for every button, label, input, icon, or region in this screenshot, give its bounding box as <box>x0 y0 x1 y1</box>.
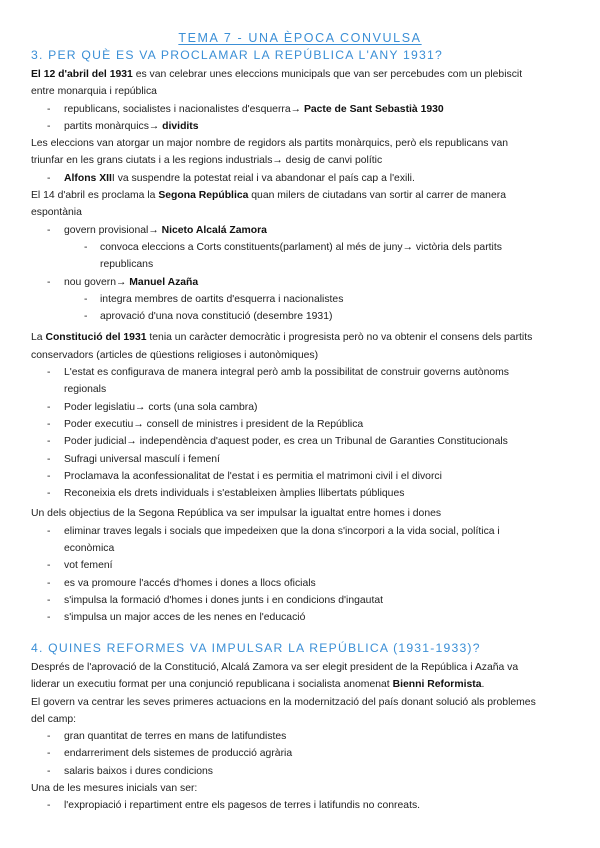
sub-list-item: - integra membres de oartits d'esquerra i nacionalistes <box>31 291 571 308</box>
list-item: - republicans, socialistes i nacionalistes d'esquerra→ Pacte de Sant Sebastià 1930 <box>31 101 571 118</box>
list-item: - s'impulsa la formació d'homes i dones junts i en condicions d'ingautat <box>31 592 571 609</box>
section-3-body <box>31 66 571 627</box>
list-item: - govern provisional→ Niceto Alcalá Zamora <box>31 222 571 239</box>
list-item: - Poder judicial→ independència d'aquest poder, es crea un Tribunal de Garanties Constitucionals <box>31 433 571 450</box>
list-item: - Reconeixia els drets individuals i s'estableixen àmplies llibertats públiques <box>31 485 571 502</box>
list-item: - gran quantitat de terres en mans de latifundistes <box>31 728 571 745</box>
list-item: - Sufragi universal masculí i femení <box>31 451 571 468</box>
document-title: TEMA 7 - UNA ÈPOCA CONVULSA <box>178 31 422 45</box>
equality-paragraph: Un dels objectius de la Segona República va ser impulsar la igualtat entre homes i dones <box>31 508 442 520</box>
list-item: - nou govern→ Manuel Azaña <box>31 274 571 291</box>
list-item: - L'estat es configurava de manera integral però amb la possibilitat de construir governs autònoms regionals <box>31 364 571 399</box>
measures-paragraph: Una de les mesures inicials van ser: <box>31 783 198 795</box>
list-item: - salaris baixos i dures condicions <box>31 763 571 780</box>
constitution-paragraph: La Constitució del 1931 tenia un caràcter democràtic i progresista però no va obtenir el consens dels partits conservadors (articles de qüestions religioses i autonòmiques) <box>31 332 533 361</box>
proclamation-paragraph: El 14 d'abril es proclama la Segona República quan milers de ciutadans van sortir al carrer de manera espontània <box>31 190 506 219</box>
list-item: - es va promoure l'accés d'homes i dones a llocs oficials <box>31 575 571 592</box>
list-item: - vot femení <box>31 557 571 574</box>
list-item: - eliminar traves legals i socials que impedeixen que la dona s'incorpori a la vida social, política i econòmica <box>31 523 571 558</box>
sub-list-item: - convoca eleccions a Corts constituents(parlament) al més de juny→ victòria dels partits republicans <box>31 239 571 274</box>
list-item: - partits monàrquics→ dividits <box>31 118 571 135</box>
government-paragraph: El govern va centrar les seves primeres actuacions en la modernització del país donant solució als problemes del camp: <box>31 696 536 725</box>
list-item: - Proclamava la aconfessionalitat de l'estat i es permitia el matrimoni civil i el divorci <box>31 468 571 485</box>
list-item: - s'impulsa un major acces de les nenes en l'educació <box>31 609 571 626</box>
list-item: - Alfons XIII va suspendre la potestat reial i va abandonar el país cap a l'exili. <box>31 170 571 187</box>
list-item: - l'expropiació i repartiment entre els pagesos de terres i latifundis no conreats. <box>31 797 571 814</box>
intro-date: El 12 d'abril del 1931 <box>31 69 133 80</box>
list-item: - Poder legislatiu→ corts (una sola cambra) <box>31 399 571 416</box>
section-4-body <box>31 659 571 815</box>
section-4-heading: 4. QUINES REFORMES VA IMPULSAR LA REPÚBLICA (1931-1933)? <box>31 641 481 655</box>
list-item: - Poder executiu→ consell de ministres i president de la República <box>31 416 571 433</box>
elections-paragraph: Les eleccions van atorgar un major nombre de regidors als partits monàrquics, però els republicans van triunfar en les grans ciutats i a les regions industrials→ desig de canvi polític <box>31 138 509 167</box>
section-3-heading: 3. PER QUÈ ES VA PROCLAMAR LA REPÚBLICA L'ANY 1931? <box>31 48 443 62</box>
list-item: - endarreriment dels sistemes de producció agrària <box>31 745 571 762</box>
sub-list-item: - aprovació d'una nova constitució (desembre 1931) <box>31 308 571 325</box>
reforms-paragraph: Després de l'aprovació de la Constitució, Alcalá Zamora va ser elegit president de la República i Azaña va liderar un executiu format per una conjunció republicana i socialista anomenat Bienni Reformista. <box>31 662 519 691</box>
intro-paragraph: El 12 d'abril del 1931 es van celebrar unes eleccions municipals que van ser percebudes com un plebiscit entre monarquia i república <box>31 69 523 98</box>
